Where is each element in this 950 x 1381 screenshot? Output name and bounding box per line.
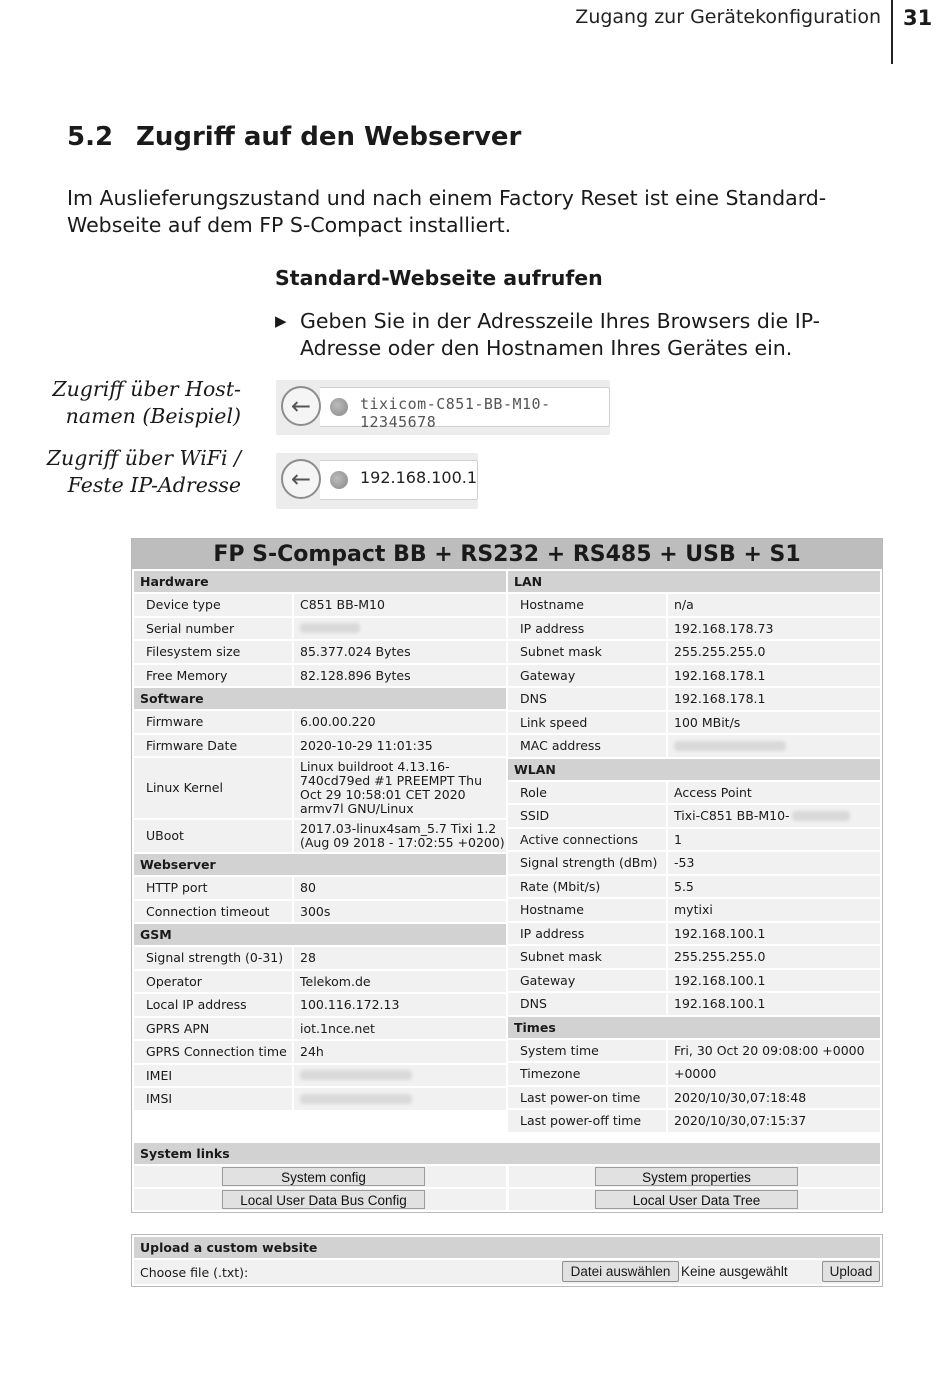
device-title: FP S-Compact BB + RS232 + RS485 + USB + S1 xyxy=(132,539,882,569)
url-text: tixicom-C851-BB-M10-12345678 xyxy=(360,395,551,431)
row-value: 28 xyxy=(300,950,316,965)
row-value: 100 MBit/s xyxy=(674,714,741,730)
row-value: 192.168.100.1 xyxy=(674,996,766,1011)
row-value: iot.1nce.net xyxy=(300,1020,375,1036)
row-key: Hostname xyxy=(508,899,668,921)
table-row xyxy=(134,1088,506,1110)
section-title-text: Zugriff auf den Webserver xyxy=(136,122,522,152)
table-row xyxy=(508,1063,880,1085)
address-bar-hostname xyxy=(276,380,610,435)
table-row xyxy=(508,735,880,757)
table-row xyxy=(134,1065,506,1087)
section-header-gsm: GSM xyxy=(134,924,506,945)
row-key: System time xyxy=(508,1040,668,1062)
left-column xyxy=(134,571,506,1112)
row-key: Timezone xyxy=(508,1063,668,1085)
choose-file-label: Choose file (.txt): xyxy=(140,1265,249,1280)
row-value: Access Point xyxy=(674,784,752,800)
row-key: Rate (Mbit/s) xyxy=(508,876,668,898)
table-row xyxy=(508,970,880,992)
caption-wifi xyxy=(47,445,241,499)
row-key: GPRS APN xyxy=(134,1018,294,1040)
redaction-blur xyxy=(792,811,850,821)
row-value: +0000 xyxy=(674,1066,717,1081)
caption-line: namen (Beispiel) xyxy=(65,404,241,428)
row-key: Free Memory xyxy=(134,665,294,687)
table-row xyxy=(508,712,880,734)
row-key: GPRS Connection time xyxy=(134,1041,294,1063)
instruction-step xyxy=(275,308,885,362)
row-key: Last power-on time xyxy=(508,1087,668,1109)
row-value-redacted xyxy=(668,735,880,757)
section-header-times: Times xyxy=(508,1017,880,1038)
table-row xyxy=(508,688,880,710)
table-row xyxy=(508,1040,880,1062)
table-row xyxy=(134,1018,506,1040)
row-key: Signal strength (dBm) xyxy=(508,852,668,874)
system-properties-button[interactable]: System properties xyxy=(595,1167,798,1186)
table-row xyxy=(134,901,506,923)
row-value: 192.168.100.1 xyxy=(674,925,766,941)
row-key: Gateway xyxy=(508,665,668,687)
table-row xyxy=(134,665,506,687)
section-number: 5.2 xyxy=(67,122,114,152)
row-value: 85.377.024 Bytes xyxy=(300,644,411,659)
links-row xyxy=(134,1189,880,1210)
table-row xyxy=(508,665,880,687)
local-user-data-bus-config-button[interactable]: Local User Data Bus Config xyxy=(222,1190,425,1209)
table-row xyxy=(508,829,880,851)
back-arrow-icon[interactable]: ← xyxy=(281,459,321,499)
row-value: 1 xyxy=(674,831,682,847)
upload-panel xyxy=(131,1234,883,1287)
table-row xyxy=(134,994,506,1016)
bullet-triangle-icon: ▶ xyxy=(275,312,287,330)
upload-button[interactable]: Upload xyxy=(822,1261,880,1282)
table-row xyxy=(508,899,880,921)
section-header-lan: LAN xyxy=(508,571,880,592)
row-value: mytixi xyxy=(674,902,713,917)
row-key: UBoot xyxy=(134,820,294,852)
section-header-software: Software xyxy=(134,688,506,709)
links-row xyxy=(134,1166,880,1187)
globe-icon xyxy=(330,398,348,416)
row-value: 80 xyxy=(300,880,316,895)
table-row xyxy=(134,877,506,899)
choose-file-button[interactable]: Datei auswählen xyxy=(562,1261,679,1282)
caption-line: Zugriff über WiFi / xyxy=(46,446,241,470)
row-value: -53 xyxy=(674,855,695,870)
row-value-redacted xyxy=(294,1088,506,1110)
row-key: Filesystem size xyxy=(134,641,294,663)
row-key: Active connections xyxy=(508,829,668,851)
section-header-webserver: Webserver xyxy=(134,854,506,875)
running-title: Zugang zur Gerätekonfiguration xyxy=(575,6,881,28)
row-key: HTTP port xyxy=(134,877,294,899)
table-row xyxy=(134,641,506,663)
row-value: 100.116.172.13 xyxy=(300,997,400,1012)
right-column xyxy=(508,571,880,1134)
column-divider xyxy=(506,1189,509,1210)
address-bar-ip xyxy=(276,453,478,509)
row-value: Linux buildroot 4.13.16-740cd79ed #1 PREEMPT Thu Oct 29 10:58:01 CET 2020 armv7l GNU/Linux xyxy=(300,759,483,816)
ssid-text: Tixi-C851 BB-M10- xyxy=(674,808,790,823)
row-value-redacted xyxy=(294,1065,506,1087)
row-key: SSID xyxy=(508,805,668,827)
redaction-blur xyxy=(300,1070,412,1080)
table-row xyxy=(134,735,506,757)
row-value: 192.168.100.1 xyxy=(674,972,766,988)
intro-paragraph: Im Auslieferungszustand und nach einem Factory Reset ist eine Standard-Webseite auf dem FP S-Compact installiert. xyxy=(67,186,827,237)
row-key: IMSI xyxy=(134,1088,294,1110)
row-key: Hostname xyxy=(508,594,668,616)
row-value: 2020-10-29 11:01:35 xyxy=(300,737,433,753)
table-row xyxy=(508,618,880,640)
table-row xyxy=(134,820,506,852)
section-title xyxy=(67,122,521,152)
row-key: MAC address xyxy=(508,735,668,757)
table-row xyxy=(134,1041,506,1063)
row-value: 255.255.255.0 xyxy=(674,949,766,964)
row-value: C851 BB-M10 xyxy=(300,597,385,612)
row-value: 2020/10/30,07:18:48 xyxy=(674,1089,807,1105)
instruction-text: Geben Sie in der Adresszeile Ihres Browsers die IP-Adresse oder den Hostnamen Ihres Gerätes ein. xyxy=(300,309,821,360)
table-row xyxy=(134,618,506,640)
row-value: 5.5 xyxy=(674,878,694,894)
row-key: Gateway xyxy=(508,970,668,992)
table-row xyxy=(508,641,880,663)
row-key: DNS xyxy=(508,993,668,1015)
row-key: Link speed xyxy=(508,712,668,734)
row-value: 6.00.00.220 xyxy=(300,714,376,729)
section-header-wlan: WLAN xyxy=(508,759,880,780)
caption-line: Zugriff über Host- xyxy=(52,377,241,401)
row-value: 255.255.255.0 xyxy=(674,644,766,659)
section-header-system-links: System links xyxy=(134,1143,880,1164)
row-value-redacted xyxy=(294,618,506,640)
redaction-blur xyxy=(300,623,360,633)
row-value xyxy=(668,805,880,827)
table-row xyxy=(508,993,880,1015)
upload-row xyxy=(134,1260,880,1284)
redaction-blur xyxy=(300,1094,412,1104)
row-value: 24h xyxy=(300,1044,324,1059)
table-row xyxy=(508,1087,880,1109)
back-arrow-icon[interactable]: ← xyxy=(281,386,321,426)
row-key: IP address xyxy=(508,618,668,640)
column-divider xyxy=(506,1166,509,1187)
globe-icon xyxy=(330,471,348,489)
section-header-hardware: Hardware xyxy=(134,571,506,592)
row-value: 82.128.896 Bytes xyxy=(300,667,411,683)
row-key: Linux Kernel xyxy=(134,758,294,818)
row-key: Subnet mask xyxy=(508,641,668,663)
row-value: 2020/10/30,07:15:37 xyxy=(674,1113,807,1128)
row-key: Connection timeout xyxy=(134,901,294,923)
row-key: Local IP address xyxy=(134,994,294,1016)
subheading: Standard-Webseite aufrufen xyxy=(275,266,603,290)
header-divider xyxy=(891,0,893,64)
table-row xyxy=(508,805,880,827)
row-value: 192.168.178.73 xyxy=(674,620,774,636)
table-row xyxy=(508,1110,880,1132)
table-row xyxy=(134,971,506,993)
row-key: Subnet mask xyxy=(508,946,668,968)
url-text: 192.168.100.1 xyxy=(360,468,478,487)
row-value: Telekom.de xyxy=(300,973,371,989)
row-key: Operator xyxy=(134,971,294,993)
caption-line: Feste IP-Adresse xyxy=(67,473,241,497)
table-row xyxy=(134,947,506,969)
no-file-selected-text: Keine ausgewählt xyxy=(681,1264,788,1279)
upload-header: Upload a custom website xyxy=(134,1237,880,1258)
device-status-page xyxy=(131,538,883,1213)
row-key: Signal strength (0-31) xyxy=(134,947,294,969)
row-value: Fri, 30 Oct 20 09:08:00 +0000 xyxy=(674,1042,865,1058)
row-value: 192.168.178.1 xyxy=(674,667,766,683)
row-key: Device type xyxy=(134,594,294,616)
caption-hostname xyxy=(52,376,241,430)
row-value: n/a xyxy=(674,597,694,612)
row-key: Firmware xyxy=(134,711,294,733)
table-row xyxy=(134,594,506,616)
row-value: 192.168.178.1 xyxy=(674,691,766,706)
table-row xyxy=(508,782,880,804)
table-row xyxy=(508,946,880,968)
row-key: Serial number xyxy=(134,618,294,640)
local-user-data-tree-button[interactable]: Local User Data Tree xyxy=(595,1190,798,1209)
row-key: IMEI xyxy=(134,1065,294,1087)
row-key: DNS xyxy=(508,688,668,710)
row-key: IP address xyxy=(508,923,668,945)
system-config-button[interactable]: System config xyxy=(222,1167,425,1186)
row-key: Firmware Date xyxy=(134,735,294,757)
row-key: Last power-off time xyxy=(508,1110,668,1132)
table-row xyxy=(134,758,506,818)
row-value: 2017.03-linux4sam_5.7 Tixi 1.2 (Aug 09 2018 - 17:02:55 +0200) xyxy=(300,821,505,850)
row-value: 300s xyxy=(300,903,331,919)
page-number: 31 xyxy=(903,6,933,30)
table-row xyxy=(134,711,506,733)
table-row xyxy=(508,876,880,898)
table-row xyxy=(508,852,880,874)
table-row xyxy=(508,594,880,616)
table-row xyxy=(508,923,880,945)
row-key: Role xyxy=(508,782,668,804)
redaction-blur xyxy=(674,741,786,751)
